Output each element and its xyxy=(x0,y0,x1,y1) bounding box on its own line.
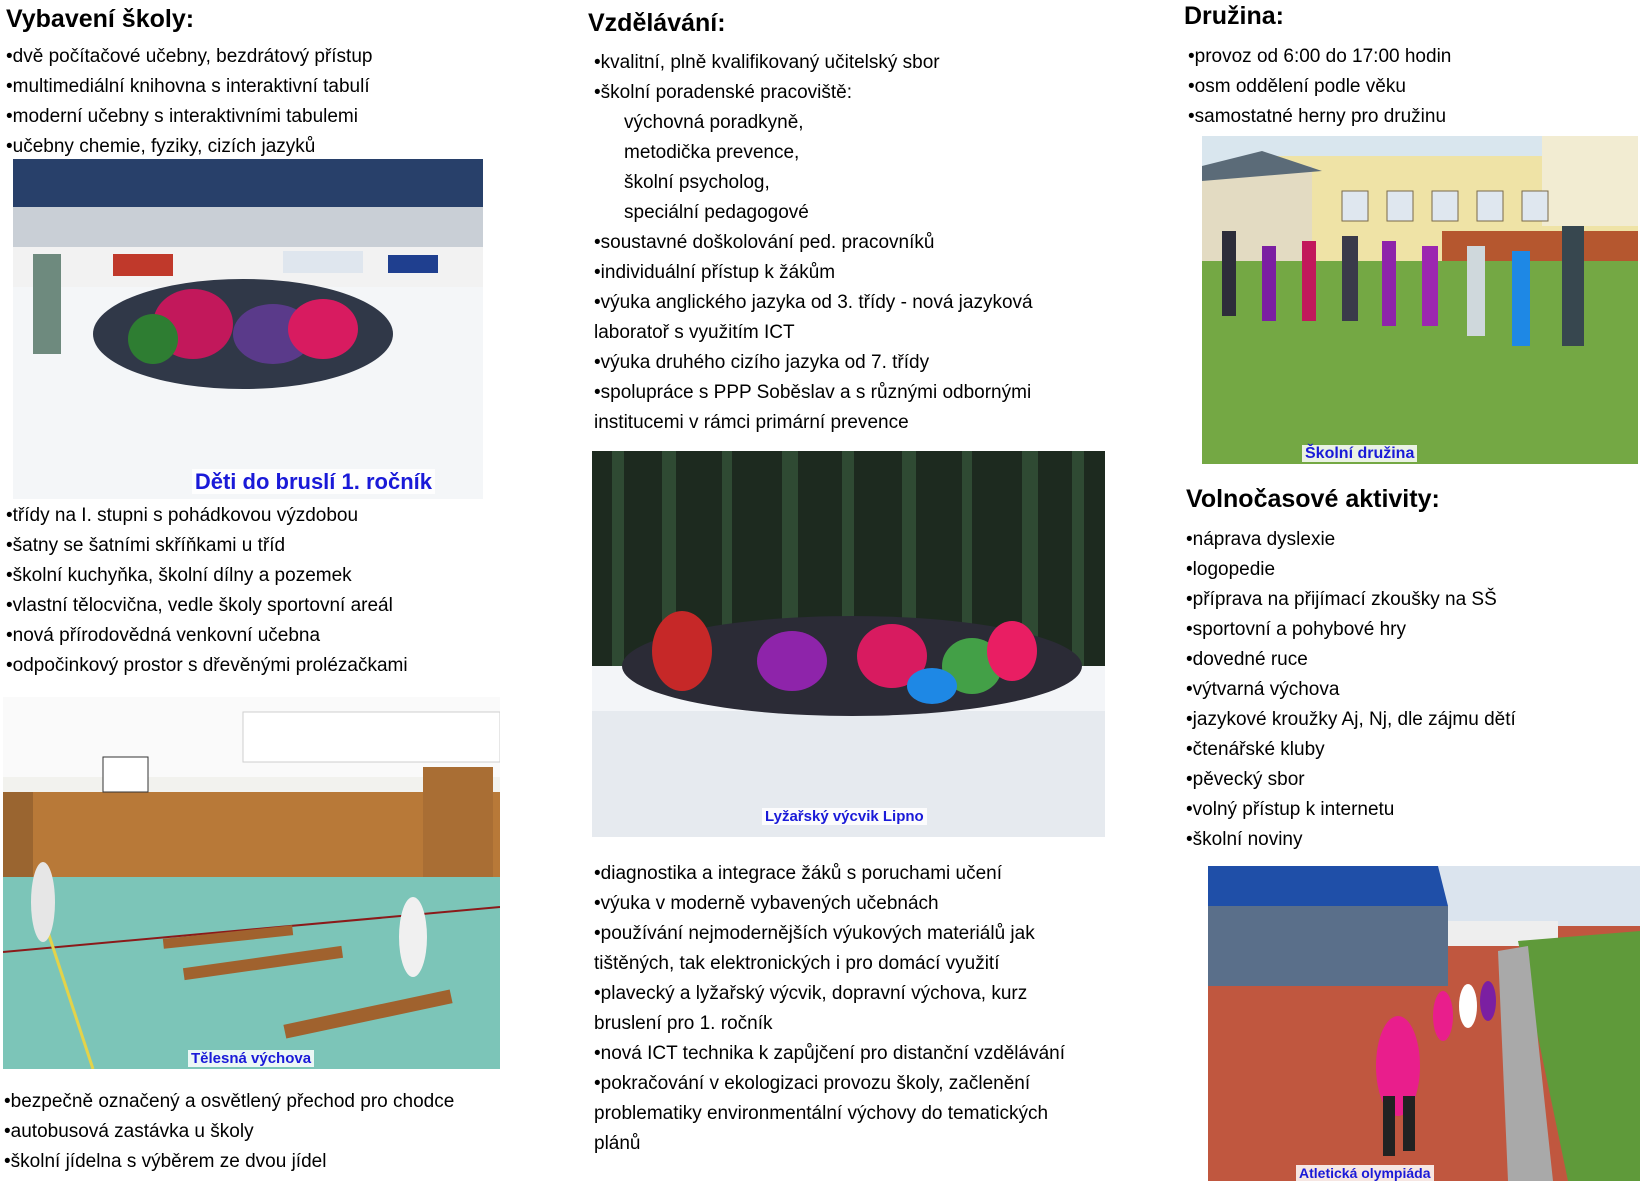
list-item: •samostatné herny pro družinu xyxy=(1188,106,1447,127)
list-item: •nová přírodovědná venkovní učebna xyxy=(6,625,321,646)
list-item-continued: tištěných, tak elektronických i pro domácí využití xyxy=(594,953,1000,974)
club-list xyxy=(1184,42,1624,132)
list-item: •osm oddělení podle věku xyxy=(1188,76,1406,97)
list-item: •čtenářské kluby xyxy=(1186,739,1325,760)
photo-gym-caption: Tělesná výchova xyxy=(3,1050,500,1067)
list-subitem: metodička prevence, xyxy=(624,142,800,163)
list-item: •dovedné ruce xyxy=(1186,649,1308,670)
list-item: •sportovní a pohybové hry xyxy=(1186,619,1407,640)
list-item: •školní poradenské pracoviště: xyxy=(594,82,853,103)
list-item: •učebny chemie, fyziky, cizích jazyků xyxy=(6,136,316,157)
list-item: •moderní učebny s interaktivními tabulemi xyxy=(6,106,358,127)
list-item: •výtvarná výchova xyxy=(1186,679,1340,700)
list-item: •spolupráce s PPP Soběslav a s různými odbornými xyxy=(594,382,1032,403)
education-column-b xyxy=(594,859,1154,1159)
skating-image xyxy=(13,159,483,499)
photo-skating-caption: Děti do bruslí 1. ročník xyxy=(13,469,483,495)
list-item: •soustavné doškolování ped. pracovníků xyxy=(594,232,935,253)
photo-ski-caption: Lyžařský výcvik Lipno xyxy=(592,808,1105,825)
list-item: •bezpečně označený a osvětlený přechod pro chodce xyxy=(4,1091,455,1112)
list-item: •vlastní tělocvična, vedle školy sportovní areál xyxy=(6,595,393,616)
list-item: •školní noviny xyxy=(1186,829,1303,850)
list-item: •odpočinkový prostor s dřevěnými prolézačkami xyxy=(6,655,408,676)
leisure-list xyxy=(1186,525,1626,855)
list-item: •jazykové kroužky Aj, Nj, dle zájmu dětí xyxy=(1186,709,1516,730)
equipment-heading: Vybavení školy: xyxy=(6,5,195,33)
photo-ski xyxy=(592,451,1105,837)
list-item-continued: plánů xyxy=(594,1133,641,1154)
list-item: •autobusová zastávka u školy xyxy=(4,1121,254,1142)
photo-club xyxy=(1202,136,1638,464)
list-item: •logopedie xyxy=(1186,559,1276,580)
list-item: •příprava na přijímací zkoušky na SŠ xyxy=(1186,589,1497,610)
list-item: •provoz od 6:00 do 17:00 hodin xyxy=(1188,46,1452,67)
list-item: •pokračování v ekologizaci provozu školy, začlenění xyxy=(594,1073,1031,1094)
list-item: •výuka anglického jazyka od 3. třídy - nová jazyková xyxy=(594,292,1033,313)
leisure-column xyxy=(1186,484,1626,855)
club-column xyxy=(1184,0,1624,132)
photo-athletics xyxy=(1208,866,1640,1181)
list-item: •školní kuchyňka, školní dílny a pozemek xyxy=(6,565,352,586)
list-item: •šatny se šatními skříňkami u tříd xyxy=(6,535,286,556)
list-item: •dvě počítačové učebny, bezdrátový přístup xyxy=(6,46,373,67)
list-item: •kvalitní, plně kvalifikovaný učitelský sbor xyxy=(594,52,940,73)
list-item-continued: institucemi v rámci primární prevence xyxy=(594,412,909,433)
list-item-continued: bruslení pro 1. ročník xyxy=(594,1013,773,1034)
list-item: •používání nejmodernějších výukových materiálů jak xyxy=(594,923,1035,944)
list-item: •výuka druhého cizího jazyka od 7. třídy xyxy=(594,352,930,373)
list-item: •plavecký a lyžařský výcvik, dopravní výchova, kurz xyxy=(594,983,1028,1004)
equipment-column-c xyxy=(4,1087,544,1177)
list-item: •diagnostika a integrace žáků s poruchami učení xyxy=(594,863,1002,884)
education-column xyxy=(588,0,1148,438)
list-subitem: výchovná poradkyně, xyxy=(624,112,804,133)
list-item: •školní jídelna s výběrem ze dvou jídel xyxy=(4,1151,327,1172)
list-item: •výuka v moderně vybavených učebnách xyxy=(594,893,939,914)
list-item: •individuální přístup k žákům xyxy=(594,262,836,283)
leisure-heading: Volnočasové aktivity: xyxy=(1186,485,1440,513)
photo-club-caption: Školní družina xyxy=(1202,445,1638,463)
education-list-a xyxy=(588,48,1148,438)
list-item: •náprava dyslexie xyxy=(1186,529,1336,550)
list-item: •pěvecký sbor xyxy=(1186,769,1305,790)
education-heading: Vzdělávání: xyxy=(588,9,726,37)
list-subitem: školní psycholog, xyxy=(624,172,770,193)
equipment-list-c xyxy=(4,1087,544,1177)
list-item: •třídy na I. stupni s pohádkovou výzdobou xyxy=(6,505,359,526)
ski-image xyxy=(592,451,1105,837)
equipment-list-a xyxy=(6,42,546,162)
photo-athletics-caption: Atletická olympiáda xyxy=(1208,1165,1640,1181)
club-image xyxy=(1202,136,1638,464)
equipment-column xyxy=(6,0,546,162)
gym-image xyxy=(3,697,500,1069)
list-subitem: speciální pedagogové xyxy=(624,202,809,223)
athletics-image xyxy=(1208,866,1640,1181)
list-item-continued: laboratoř s využitím ICT xyxy=(594,322,795,343)
list-item: •multimediální knihovna s interaktivní tabulí xyxy=(6,76,370,97)
equipment-list-b xyxy=(6,501,546,681)
list-item: •nová ICT technika k zapůjčení pro distanční vzdělávání xyxy=(594,1043,1066,1064)
list-item: •volný přístup k internetu xyxy=(1186,799,1395,820)
photo-skating xyxy=(13,159,483,499)
education-list-b xyxy=(594,859,1154,1159)
list-item-continued: problematiky environmentální výchovy do tematických xyxy=(594,1103,1049,1124)
club-heading: Družina: xyxy=(1184,2,1284,30)
photo-gym xyxy=(3,697,500,1069)
equipment-column-b xyxy=(6,501,546,681)
